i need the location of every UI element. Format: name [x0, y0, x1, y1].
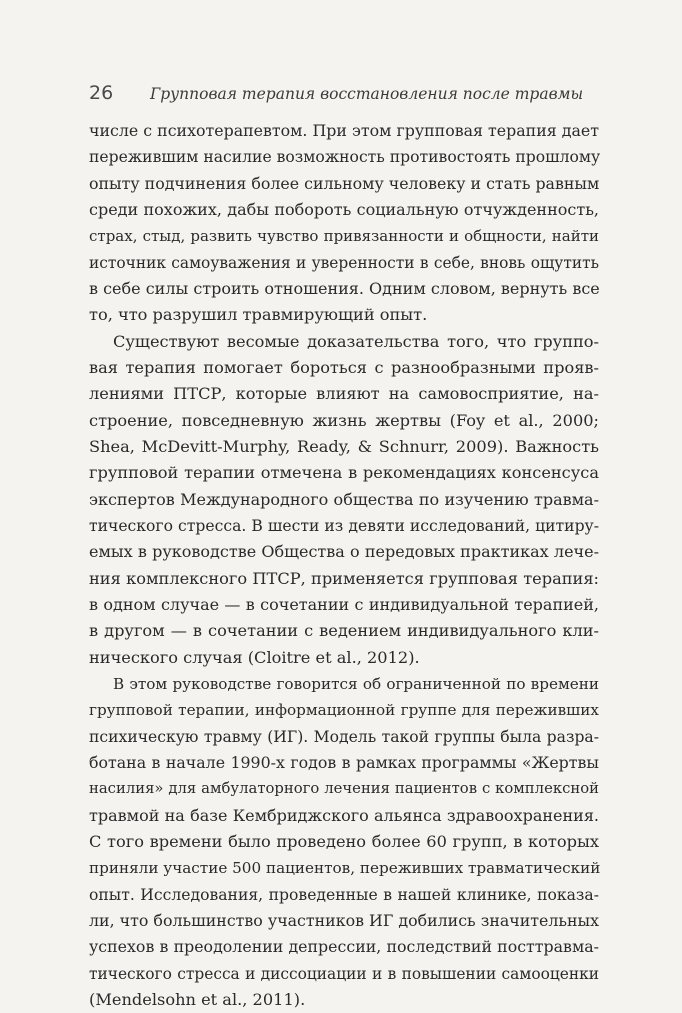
text-line: нического случая (Cloitre et al., 2012).: [89, 647, 420, 667]
text-line: Существуют весомые доказательства того, что группо-: [113, 331, 599, 351]
text-line: то, что разрушил травмирующий опыт.: [89, 305, 428, 325]
text-line: источник самоуважения и уверенности в себе, вновь ощутить: [89, 253, 599, 272]
text-line: приняли участие 500 пациентов, переживших травматический: [89, 859, 601, 878]
running-head: [89, 82, 609, 106]
text-line: психическую травму (ИГ). Модель такой группы была разра-: [89, 727, 599, 746]
text-line: числе с психотерапевтом. При этом групповая терапия дает: [89, 121, 599, 140]
text-line: емых в руководстве Общества о передовых практиках лече-: [89, 542, 599, 562]
text-line: успехов в преодолении депрессии, последствий посттравма-: [89, 937, 599, 957]
text-line: в одном случае — в сочетании с индивидуальной терапией,: [89, 594, 599, 614]
text-line: травмой на базе Кембриджского альянса здравоохранения.: [89, 805, 599, 825]
text-line: ния комплексного ПТСР, применяется групповая терапия:: [89, 568, 599, 588]
text-line: В этом руководстве говорится об ограниченной по времени: [113, 674, 599, 693]
paragraph: [89, 671, 599, 1013]
text-line: насилия» для амбулаторного лечения пациентов с комплексной: [89, 780, 599, 798]
text-line: Shea, McDevitt-Murphy, Ready, & Schnurr, 2009). Важность: [89, 436, 599, 456]
text-line: вая терапия помогает бороться с разнообразными прояв-: [89, 357, 599, 377]
running-title: Групповая терапия восстановления после травмы: [150, 85, 584, 103]
text-line: опыт. Исследования, проведенные в нашей клинике, показа-: [89, 885, 599, 904]
text-line: пережившим насилие возможность противостоять прошлому: [89, 148, 601, 167]
text-line: ли, что большинство участников ИГ добились значительных: [89, 910, 599, 930]
text-line: в себе силы строить отношения. Одним словом, вернуть все: [89, 278, 600, 298]
text-line: тического стресса. В шести из девяти исследований, цитиру-: [89, 516, 599, 535]
text-line: ботана в начале 1990-х годов в рамках программы «Жертвы: [89, 752, 599, 772]
text-line: среди похожих, дабы побороть социальную отчужденность,: [89, 199, 599, 219]
text-line: строение, повседневную жизнь жертвы (Foy et al., 2000;: [89, 410, 599, 430]
text-line: в другом — в сочетании с ведением индивидуального кли-: [89, 621, 599, 641]
paragraph: [89, 118, 599, 329]
body-text: [89, 118, 599, 1013]
text-line: опыту подчинения более сильному человеку и стать равным: [89, 173, 600, 193]
text-line: групповой терапии отмечена в рекомендациях консенсуса: [89, 463, 599, 483]
text-line: лениями ПТСР, которые влияют на самовосприятие, на-: [89, 384, 599, 404]
text-line: групповой терапии, информационной группе для переживших: [89, 701, 599, 720]
text-line: тического стресса и диссоциации и в повышении самооценки: [89, 964, 599, 983]
text-line: С того времени было проведено более 60 групп, в которых: [89, 831, 599, 851]
text-line: страх, стыд, развить чувство привязанности и общности, найти: [89, 227, 599, 246]
page-number: 26: [89, 82, 114, 104]
paragraph: [89, 329, 599, 671]
text-line: (Mendelsohn et al., 2011).: [89, 989, 306, 1009]
text-line: экспертов Международного общества по изучению травма-: [89, 489, 599, 509]
